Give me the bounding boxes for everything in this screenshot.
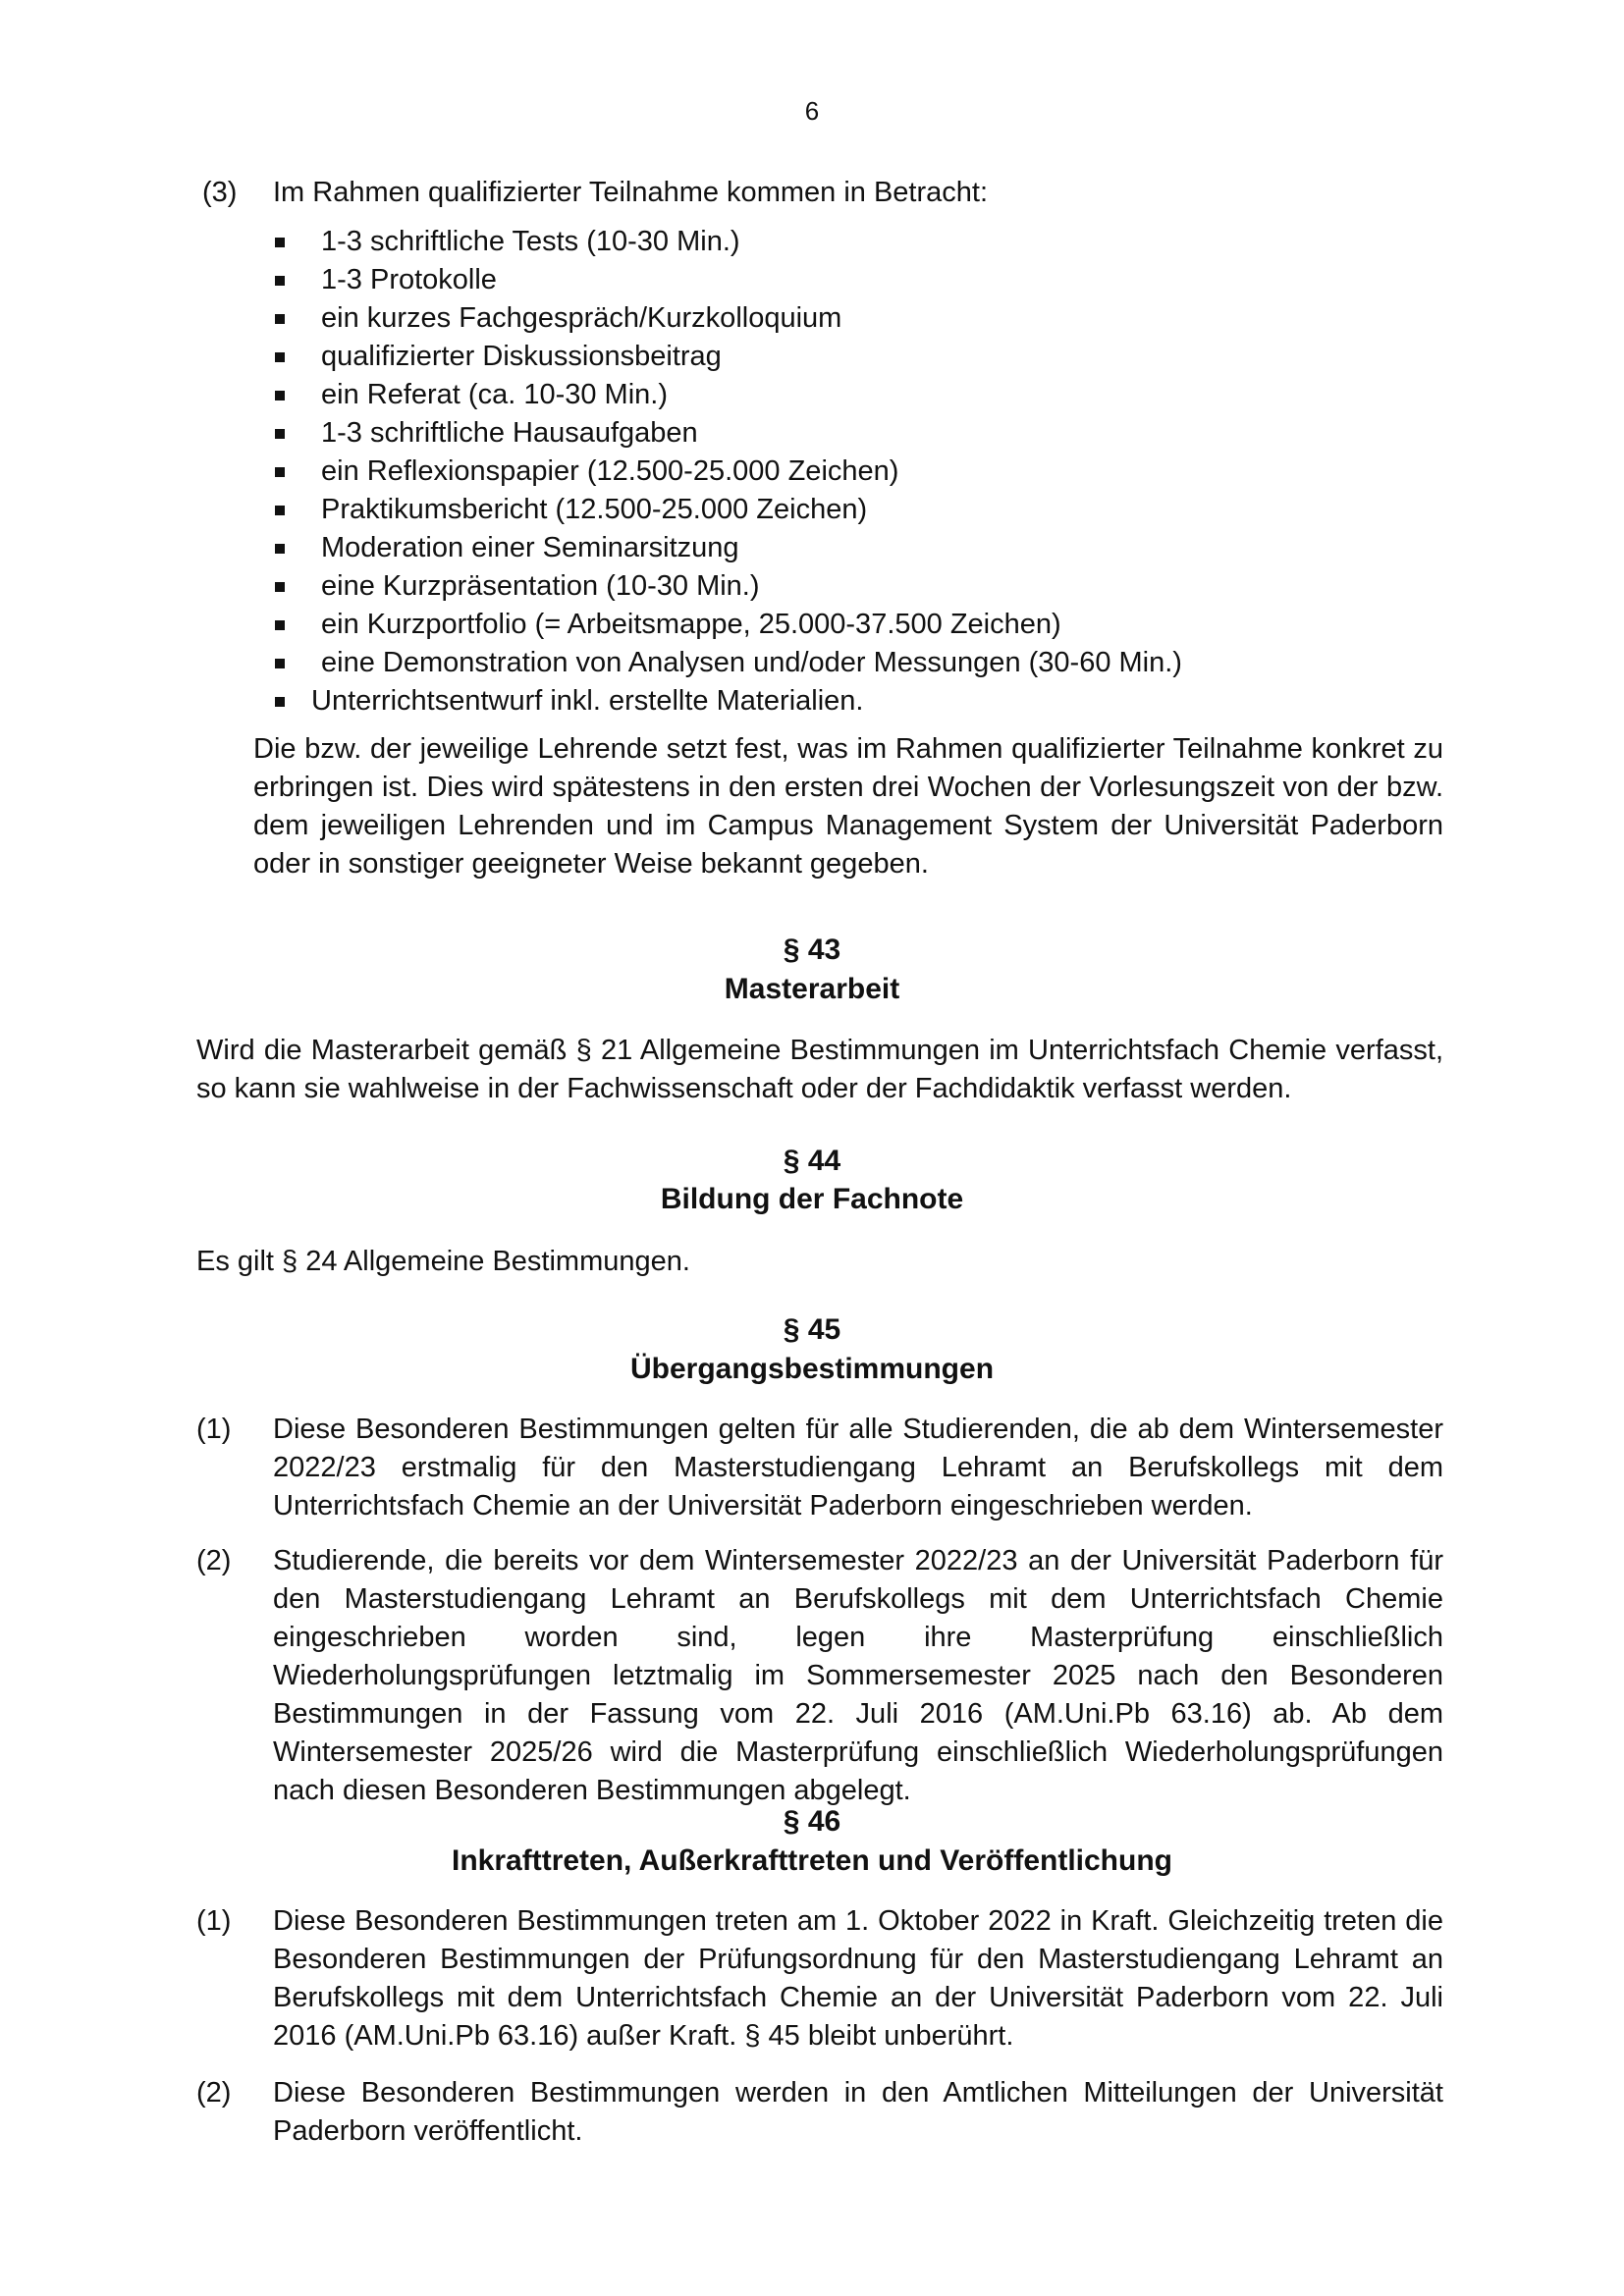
list-item: Moderation einer Seminarsitzung [270,529,1448,567]
section-46-number: § 46 [783,1805,841,1838]
bullet-icon [275,544,285,554]
bullet-icon [275,620,285,630]
paragraph-text: Studierende, die bereits vor dem Wintersemester 2022/23 an der Universität Paderborn für den Masterstudiengang Lehramt an Berufskollegs mit dem Unterrichtsfach Chemie eingeschrieben worden sind, legen ihre Masterprüfung einschließlich Wiederholungsprüfungen letztmalig im Sommersemester 2025 nach den Besonderen Bestimmungen in der Fassung vom 22. Juli 2016 (AM.Uni.Pb 63.16) ab. Ab dem Wintersemester 2025/26 wird die Masterprüfung einschließlich Wiederholungsprüfungen nach diesen Besonderen Bestimmungen abgelegt. [273,1545,1443,1806]
bullet-icon [275,429,285,439]
bullet-icon [275,582,285,592]
list-item: Praktikumsbericht (12.500-25.000 Zeichen) [270,491,1448,529]
bullet-icon [275,352,285,362]
section-43-title: Masterarbeit [724,973,900,1005]
bullet-icon [275,314,285,324]
paragraph-text: Diese Besonderen Bestimmungen treten am 1. Oktober 2022 in Kraft. Gleichzeitig treten die Besonderen Bestimmungen der Prüfungsordnung für den Masterstudiengang Lehramt an Berufskollegs mit dem Unterrichtsfach Chemie an der Universität Paderborn vom 22. Juli 2016 (AM.Uni.Pb 63.16) außer Kraft. § 45 bleibt unberührt. [273,1905,1443,2052]
list-item: ein Kurzportfolio (= Arbeitsmappe, 25.000-37.500 Zeichen) [270,606,1448,644]
bullet-icon [275,506,285,515]
list-closing-text: Die bzw. der jeweilige Lehrende setzt fest, was im Rahmen qualifizierter Teilnahme konkret zu erbringen ist. Dies wird spätestens in den ersten drei Wochen der Vorlesungszeit von der bzw. dem jeweiligen Lehrenden und im Campus Management System der Universität Paderborn oder in sonstiger geeigneter Weise bekannt gegeben. [253,733,1443,880]
paragraph-number: (2) [196,2077,232,2109]
paragraph-number: (1) [196,1905,232,1937]
section-45-paragraph-1 [196,1411,1443,1525]
section-44-title: Bildung der Fachnote [660,1183,964,1215]
qualified-participation-list [270,223,1448,721]
section-44-text: Es gilt § 24 Allgemeine Bestimmungen. [196,1246,690,1277]
paragraph-number: (3) [202,177,238,208]
bullet-icon [275,697,285,707]
list-item: eine Demonstration von Analysen und/oder Messungen (30-60 Min.) [270,644,1448,682]
list-item: 1-3 Protokolle [270,261,1448,299]
list-item: 1-3 schriftliche Tests (10-30 Min.) [270,223,1448,261]
bullet-icon [275,467,285,477]
bullet-icon [275,276,285,286]
paragraph-3 [196,174,1443,212]
section-45-number: § 45 [783,1313,841,1346]
section-46-paragraph-2 [196,2074,1443,2151]
bullet-icon [275,238,285,247]
list-item: eine Kurzpräsentation (10-30 Min.) [270,567,1448,606]
paragraph-text: Diese Besonderen Bestimmungen werden in den Amtlichen Mitteilungen der Universität Paderborn veröffentlicht. [273,2077,1443,2147]
page-number: 6 [804,96,820,126]
section-46-paragraph-1 [196,1902,1443,2056]
list-item: 1-3 schriftliche Hausaufgaben [270,414,1448,453]
paragraph-number: (2) [196,1545,232,1576]
section-45-title: Übergangsbestimmungen [629,1353,995,1385]
section-43-text: Wird die Masterarbeit gemäß § 21 Allgemeine Bestimmungen im Unterrichtsfach Chemie verfasst, so kann sie wahlweise in der Fachwissenschaft oder der Fachdidaktik verfasst werden. [196,1035,1443,1104]
section-43-number: § 43 [783,934,841,966]
list-item: qualifizierter Diskussionsbeitrag [270,338,1448,376]
section-44-number: § 44 [783,1145,841,1177]
list-item: ein Reflexionspapier (12.500-25.000 Zeichen) [270,453,1448,491]
list-item: Unterrichtsentwurf inkl. erstellte Materialien. [270,682,1448,721]
paragraph-intro: Im Rahmen qualifizierter Teilnahme kommen in Betracht: [273,177,989,208]
bullet-icon [275,391,285,400]
section-46-title: Inkrafttreten, Außerkrafttreten und Veröffentlichung [452,1844,1172,1877]
bullet-icon [275,659,285,668]
paragraph-number: (1) [196,1414,232,1445]
list-item: ein kurzes Fachgespräch/Kurzkolloquium [270,299,1448,338]
paragraph-text: Diese Besonderen Bestimmungen gelten für alle Studierenden, die ab dem Wintersemester 2022/23 erstmalig für den Masterstudiengang Lehramt an Berufskollegs mit dem Unterrichtsfach Chemie an der Universität Paderborn eingeschrieben werden. [273,1414,1443,1522]
list-item: ein Referat (ca. 10-30 Min.) [270,376,1448,414]
section-45-paragraph-2 [196,1542,1443,1810]
